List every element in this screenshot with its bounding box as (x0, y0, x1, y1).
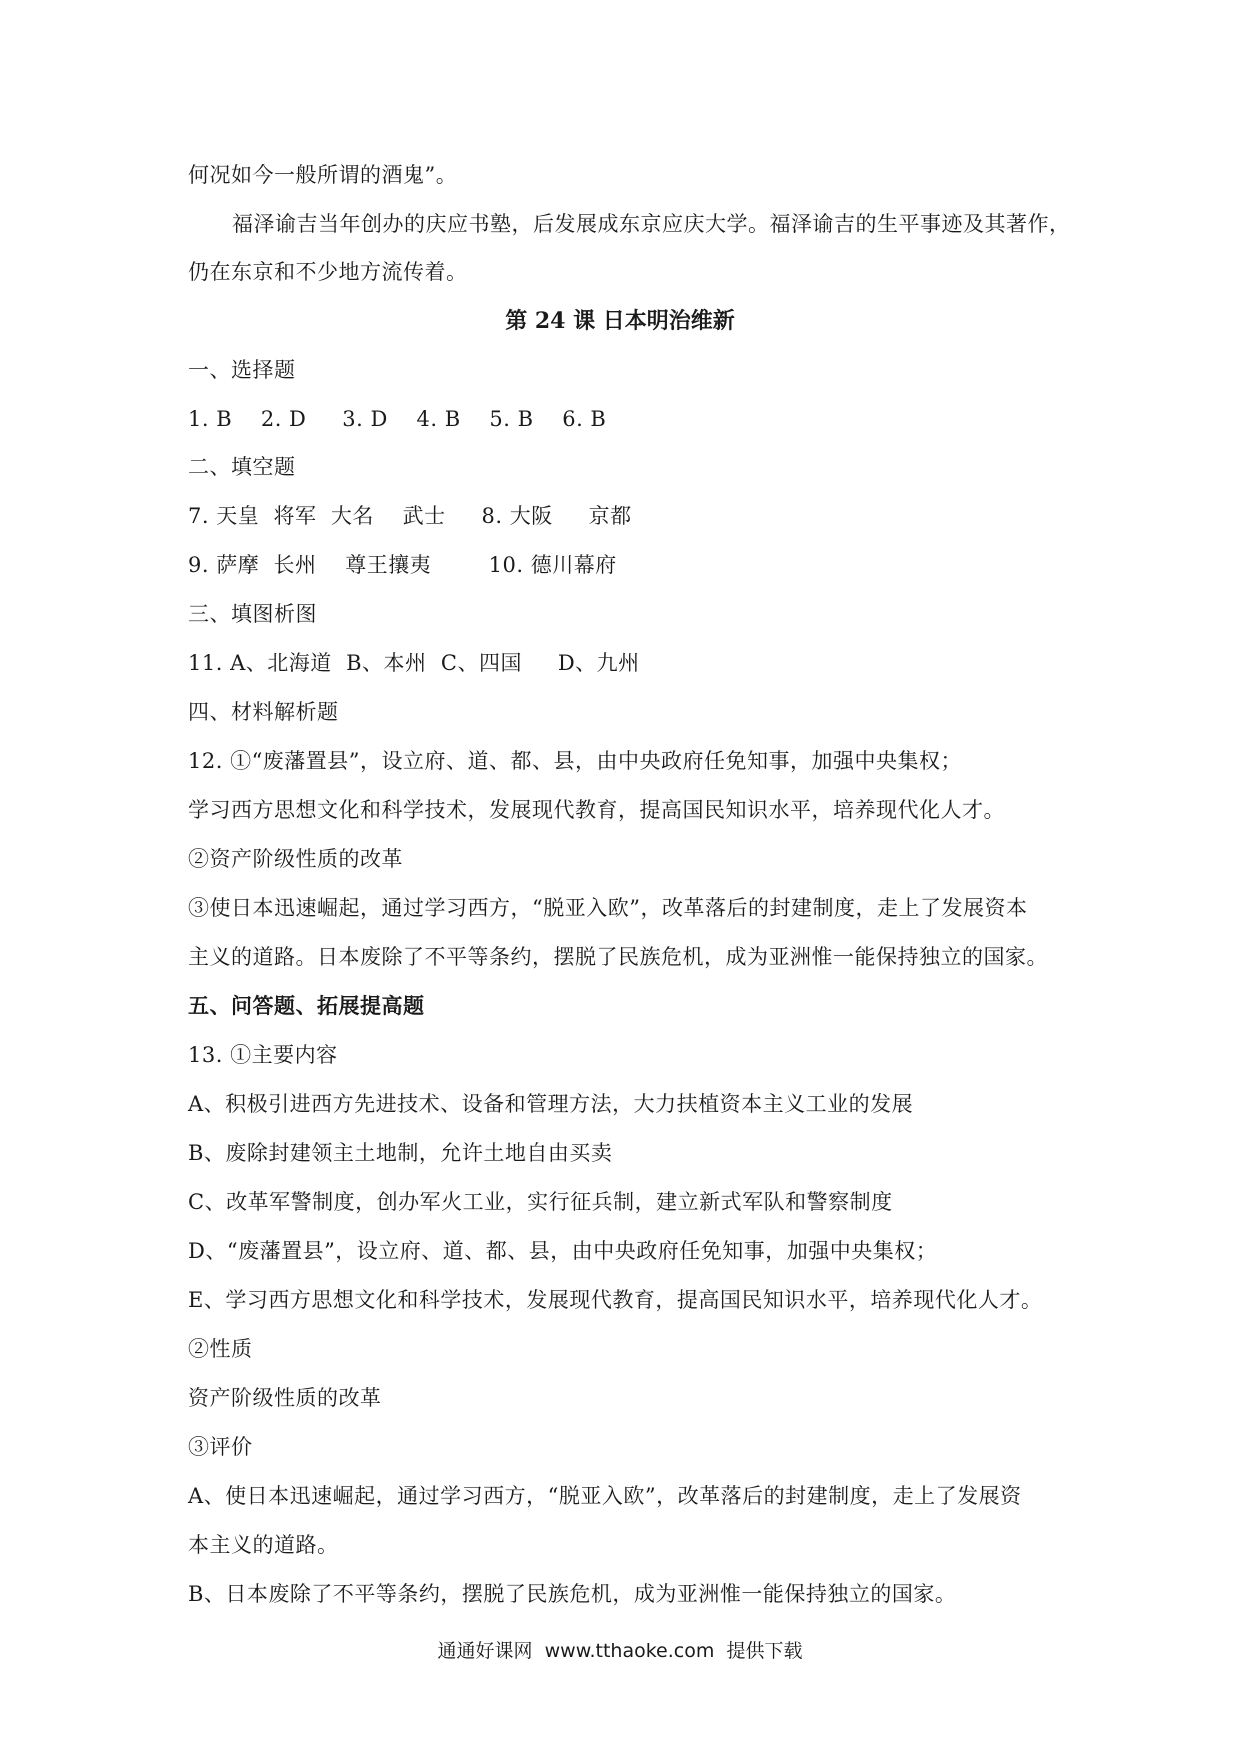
section-5-line-4: C、改革军警制度，创办军火工业，实行征兵制，建立新式军队和警察制度 (188, 1190, 893, 1214)
page-footer: 通通好课网 www.tthaoke.com 提供下载 (437, 1640, 803, 1662)
section-3-line-1: 11. A、北海道 B、本州 C、四国 D、九州 (188, 651, 640, 675)
section-5-line-8: 资产阶级性质的改革 (188, 1386, 382, 1410)
section-5-line-3: B、废除封建领主土地制，允许土地自由买卖 (188, 1141, 613, 1165)
section-5-line-5: D、“废藩置县”，设立府、道、都、县，由中央政府任免知事，加强中央集权； (188, 1239, 938, 1263)
section-4-line-1: 12. ①“废藩置县”，设立府、道、都、县，由中央政府任免知事，加强中央集权； (188, 749, 963, 773)
section-4-line-4: ③使日本迅速崛起，通过学习西方，“脱亚入欧”，改革落后的封建制度，走上了发展资本 (188, 896, 1028, 920)
intro-line-2: 福泽谕吉当年创办的庆应书塾，后发展成东京应庆大学。福泽谕吉的生平事迹及其著作， (232, 212, 1071, 236)
section-5-line-7: ②性质 (188, 1337, 253, 1361)
section-2-heading: 二、填空题 (188, 455, 296, 479)
section-2-line-2: 9. 萨摩 长州 尊王攘夷 10. 德川幕府 (188, 553, 617, 577)
section-2-line-1: 7. 天皇 将军 大名 武士 8. 大阪 京都 (188, 504, 632, 528)
section-4-line-5: 主义的道路。日本废除了不平等条约，摆脱了民族危机，成为亚洲惟一能保持独立的国家。 (188, 945, 1048, 969)
section-4-line-3: ②资产阶级性质的改革 (188, 847, 403, 871)
section-4-line-2: 学习西方思想文化和科学技术，发展现代教育，提高国民知识水平，培养现代化人才。 (188, 798, 1005, 822)
section-3-heading: 三、填图析图 (188, 602, 317, 626)
lesson-title: 第 24 课 日本明治维新 (505, 308, 735, 334)
section-5-line-2: A、积极引进西方先进技术、设备和管理方法，大力扶植资本主义工业的发展 (188, 1092, 914, 1116)
intro-line-1: 何况如今一般所谓的酒鬼”。 (188, 163, 458, 187)
intro-line-3: 仍在东京和不少地方流传着。 (188, 260, 468, 284)
section-5-line-9: ③评价 (188, 1435, 253, 1459)
section-1-answers: 1. B 2. D 3. D 4. B 5. B 6. B (188, 407, 607, 431)
section-5-line-11: 本主义的道路。 (188, 1533, 339, 1557)
section-1-heading: 一、选择题 (188, 358, 296, 382)
section-5-heading: 五、问答题、拓展提高题 (188, 993, 425, 1018)
section-5-line-10: A、使日本迅速崛起，通过学习西方，“脱亚入欧”，改革落后的封建制度，走上了发展资 (188, 1484, 1022, 1508)
section-5-line-6: E、学习西方思想文化和科学技术，发展现代教育，提高国民知识水平，培养现代化人才。 (188, 1288, 1043, 1312)
section-5-line-1: 13. ①主要内容 (188, 1043, 338, 1067)
section-4-heading: 四、材料解析题 (188, 700, 339, 724)
section-5-line-12: B、日本废除了不平等条约，摆脱了民族危机，成为亚洲惟一能保持独立的国家。 (188, 1582, 957, 1606)
